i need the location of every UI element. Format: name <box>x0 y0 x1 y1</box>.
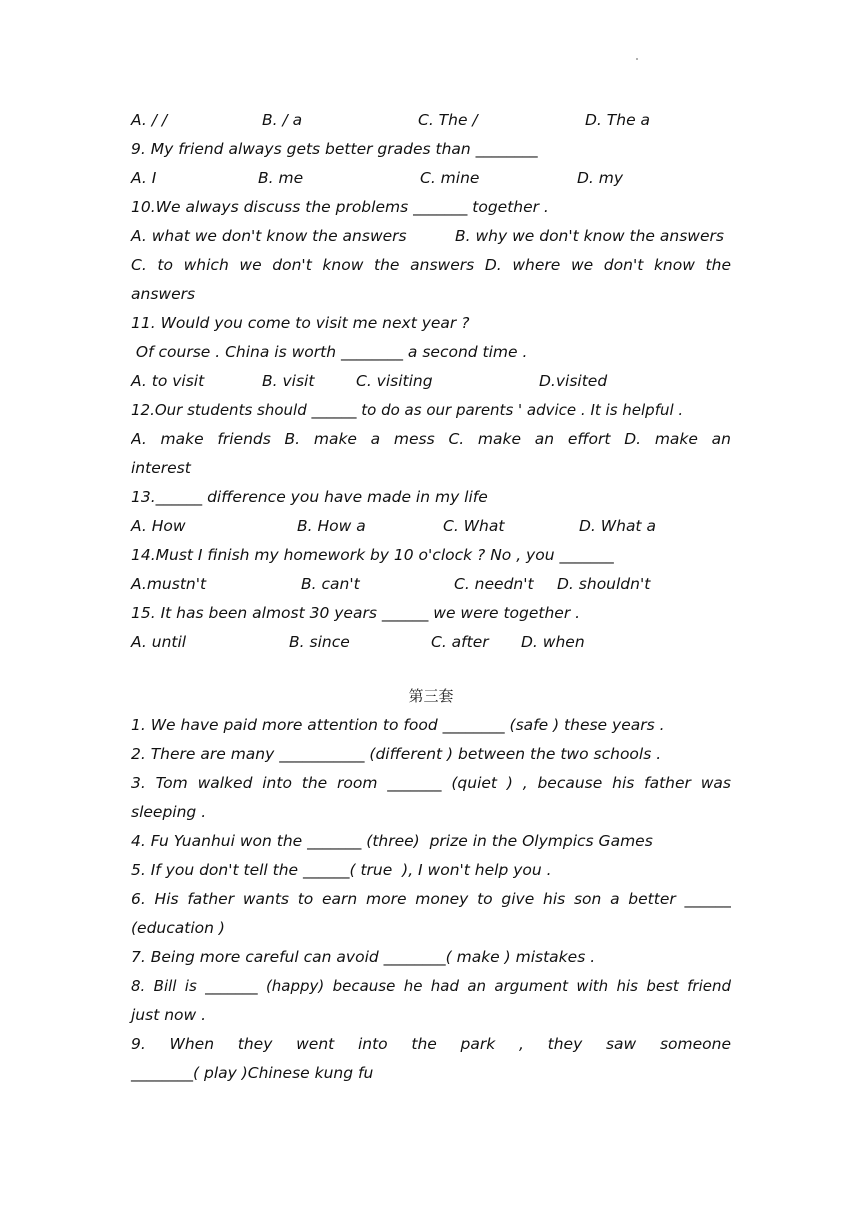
p3-item-6: 6. His father wants to earn more money to give his son a better ______ <box>131 890 731 908</box>
q8-option-d: D. The a <box>585 111 651 129</box>
q13-option-a: A. How <box>131 517 186 535</box>
p3-item-6-cont: (education ) <box>131 919 225 937</box>
q10-options-line2: C. to which we don't know the answers D. where we don't know the <box>131 256 731 274</box>
p3-item-3-cont: sleeping . <box>131 803 207 821</box>
q10-options-line1 <box>131 222 731 251</box>
q9-option-b: B. me <box>258 169 304 187</box>
q10-option-b: B. why we don't know the answers <box>455 227 724 245</box>
page-mark <box>636 58 638 60</box>
p3-item-9: 9. When they went into the park , they saw someone <box>131 1035 731 1053</box>
q11-stem-2: Of course . China is worth ________ a second time . <box>131 343 528 361</box>
q15-options <box>131 628 731 657</box>
q13-option-c: C. What <box>443 517 505 535</box>
q11-option-d: D.visited <box>539 372 608 390</box>
q15-stem: 15. It has been almost 30 years ______ we were together . <box>131 604 581 622</box>
q10-options-line3: answers <box>131 285 196 303</box>
q13-options <box>131 512 731 541</box>
q14-stem: 14.Must I finish my homework by 10 o'clock ? No , you _______ <box>131 546 614 564</box>
p3-item-7: 7. Being more careful can avoid ________( make ) mistakes . <box>131 948 596 966</box>
p3-item-5: 5. If you don't tell the ______( true ), I won't help you . <box>131 861 552 879</box>
q15-option-b: B. since <box>289 633 350 651</box>
section-title: 第三套 <box>408 687 454 705</box>
p3-item-4: 4. Fu Yuanhui won the _______ (three) prize in the Olympics Games <box>131 832 653 850</box>
q9-option-a: A. I <box>131 169 157 187</box>
q9-option-d: D. my <box>577 169 624 187</box>
q14-option-d: D. shouldn't <box>557 575 651 593</box>
q12-stem: 12.Our students should ______ to do as our parents ' advice . It is helpful . <box>131 401 684 419</box>
worksheet <box>131 106 731 1088</box>
q8-options <box>131 106 731 135</box>
p3-item-2: 2. There are many ___________ (different ) between the two schools . <box>131 745 662 763</box>
q9-option-c: C. mine <box>420 169 480 187</box>
p3-item-8: 8. Bill is _______ (happy) because he had an argument with his best friend <box>131 977 731 995</box>
q12-options-line2: interest <box>131 459 191 477</box>
q11-option-b: B. visit <box>262 372 315 390</box>
q11-option-a: A. to visit <box>131 372 205 390</box>
q15-option-a: A. until <box>131 633 187 651</box>
q13-stem: 13.______ difference you have made in my life <box>131 488 488 506</box>
p3-item-8-cont: just now . <box>131 1006 207 1024</box>
q8-option-c: C. The / <box>418 111 478 129</box>
q11-option-c: C. visiting <box>356 372 433 390</box>
q14-option-a: A.mustn't <box>131 575 207 593</box>
q9-stem: 9. My friend always gets better grades than ________ <box>131 140 538 158</box>
q14-options <box>131 570 731 599</box>
q15-option-c: C. after <box>431 633 489 651</box>
q8-option-a: A. / / <box>131 111 168 129</box>
p3-item-3: 3. Tom walked into the room _______ (quiet ) , because his father was <box>131 774 731 792</box>
q12-options-line1: A. make friends B. make a mess C. make an effort D. make an <box>131 430 731 448</box>
q15-option-d: D. when <box>521 633 585 651</box>
q11-stem: 11. Would you come to visit me next year ? <box>131 314 470 332</box>
p3-item-1: 1. We have paid more attention to food ________ (safe ) these years . <box>131 716 665 734</box>
p3-item-9-cont: ________( play )Chinese kung fu <box>131 1064 374 1082</box>
q10-stem: 10.We always discuss the problems _______ together . <box>131 198 549 216</box>
q9-options <box>131 164 731 193</box>
q14-option-b: B. can't <box>301 575 360 593</box>
q11-options <box>131 367 731 396</box>
q8-option-b: B. / a <box>262 111 303 129</box>
q13-option-d: D. What a <box>579 517 656 535</box>
q10-option-a: A. what we don't know the answers <box>131 227 407 245</box>
q14-option-c: C. needn't <box>454 575 534 593</box>
q13-option-b: B. How a <box>297 517 366 535</box>
